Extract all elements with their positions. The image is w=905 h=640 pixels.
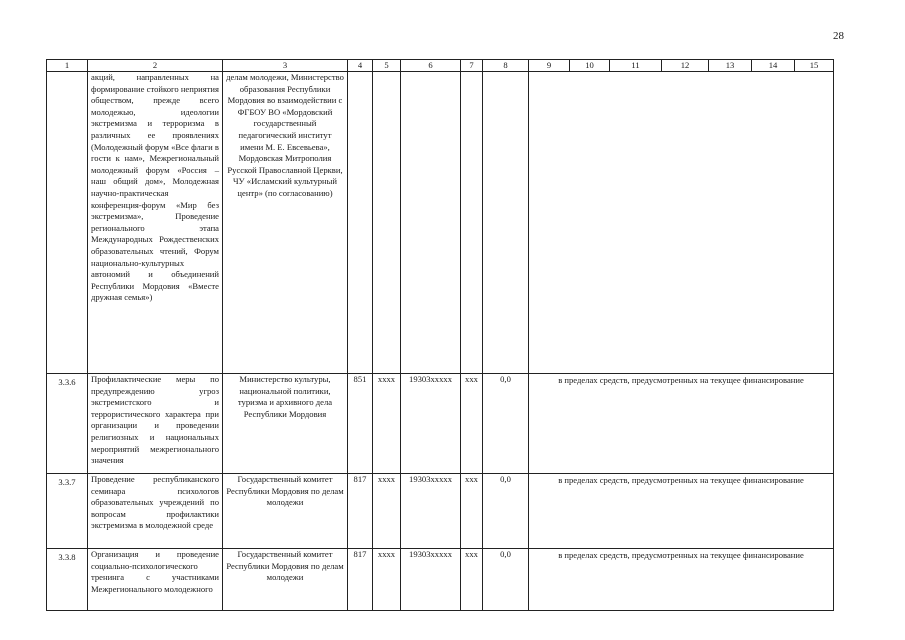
table-row bbox=[47, 474, 834, 549]
row-number: 3.3.8 bbox=[47, 549, 88, 611]
executor-text: Министерство культуры, национальной политики, туризма и архивного дела Республики Мордовия bbox=[223, 374, 348, 474]
header-cell: 8 bbox=[483, 60, 529, 72]
header-cell: 10 bbox=[570, 60, 610, 72]
row-number: 3.3.6 bbox=[47, 374, 88, 474]
section-code: xxxx bbox=[373, 474, 401, 549]
header-cell: 4 bbox=[348, 60, 373, 72]
expense-type-code bbox=[461, 72, 483, 374]
financing-note: в пределах средств, предусмотренных на текущее финансирование bbox=[529, 374, 834, 474]
total-amount bbox=[483, 72, 529, 374]
header-cell: 5 bbox=[373, 60, 401, 72]
target-article-code: 19303xxxxx bbox=[401, 374, 461, 474]
total-amount: 0,0 bbox=[483, 374, 529, 474]
header-cell: 15 bbox=[795, 60, 834, 72]
expense-type-code: xxx bbox=[461, 549, 483, 611]
measure-text: акций, направленных на формирование стойкого неприятия обществом, прежде всего молодежью, идеологии экстремизма и терроризма в различных ее проявлениях (Молодежный форум «Все флаги в гости к нам», Межрегиональный молодежный форум «Россия – наш общий дом», Молодежная научно-практическая конференция-форум «Мир без экстремизма», Проведение регионального этапа Международных Рождественских образовательных чтений, Форум национально-культурных автономий и объединений Республики Мордовия «Вместе дружная семья») bbox=[88, 72, 223, 374]
header-cell: 3 bbox=[223, 60, 348, 72]
row-number: 3.3.7 bbox=[47, 474, 88, 549]
measure-text: Проведение республиканского семинара психологов образовательных учреждений по вопросам профилактики экстремизма в молодежной среде bbox=[88, 474, 223, 549]
row-number bbox=[47, 72, 88, 374]
financing-note: в пределах средств, предусмотренных на текущее финансирование bbox=[529, 474, 834, 549]
header-cell: 11 bbox=[610, 60, 662, 72]
table-row bbox=[47, 72, 834, 374]
program-table bbox=[46, 59, 834, 611]
grbs-code: 817 bbox=[348, 474, 373, 549]
financing-note: в пределах средств, предусмотренных на текущее финансирование bbox=[529, 549, 834, 611]
header-cell: 6 bbox=[401, 60, 461, 72]
total-amount: 0,0 bbox=[483, 549, 529, 611]
grbs-code: 817 bbox=[348, 549, 373, 611]
table-row bbox=[47, 374, 834, 474]
target-article-code: 19303xxxxx bbox=[401, 549, 461, 611]
expense-type-code: xxx bbox=[461, 474, 483, 549]
header-row bbox=[47, 60, 834, 72]
header-cell: 13 bbox=[709, 60, 752, 72]
section-code: xxxx bbox=[373, 374, 401, 474]
executor-text: Государственный комитет Республики Мордовия по делам молодежи bbox=[223, 549, 348, 611]
section-code: xxxx bbox=[373, 549, 401, 611]
measure-text: Организация и проведение социально-психологического тренинга с участниками Межрегионального молодежного bbox=[88, 549, 223, 611]
header-cell: 9 bbox=[529, 60, 570, 72]
target-article-code: 19303xxxxx bbox=[401, 474, 461, 549]
header-cell: 14 bbox=[752, 60, 795, 72]
executor-text: делам молодежи, Министерство образования Республики Мордовия во взаимодействии с ФГБОУ ВО «Мордовский государственный педагогический институт имени М. Е. Евсевьева», Мордовская Митрополия Русской Православной Церкви, ЧУ «Исламский культурный центр» (по согласованию) bbox=[223, 72, 348, 374]
grbs-code: 851 bbox=[348, 374, 373, 474]
page-number: 28 bbox=[833, 30, 844, 42]
target-article-code bbox=[401, 72, 461, 374]
table-row bbox=[47, 549, 834, 611]
grbs-code bbox=[348, 72, 373, 374]
executor-text: Государственный комитет Республики Мордовия по делам молодежи bbox=[223, 474, 348, 549]
financing-note bbox=[529, 72, 834, 374]
header-cell: 7 bbox=[461, 60, 483, 72]
section-code bbox=[373, 72, 401, 374]
total-amount: 0,0 bbox=[483, 474, 529, 549]
header-cell: 12 bbox=[662, 60, 709, 72]
header-cell: 1 bbox=[47, 60, 88, 72]
header-cell: 2 bbox=[88, 60, 223, 72]
measure-text: Профилактические меры по предупреждению угроз экстремистского и террористического характера при организации и проведении религиозных и национальных мероприятий межрегионального значения bbox=[88, 374, 223, 474]
expense-type-code: xxx bbox=[461, 374, 483, 474]
